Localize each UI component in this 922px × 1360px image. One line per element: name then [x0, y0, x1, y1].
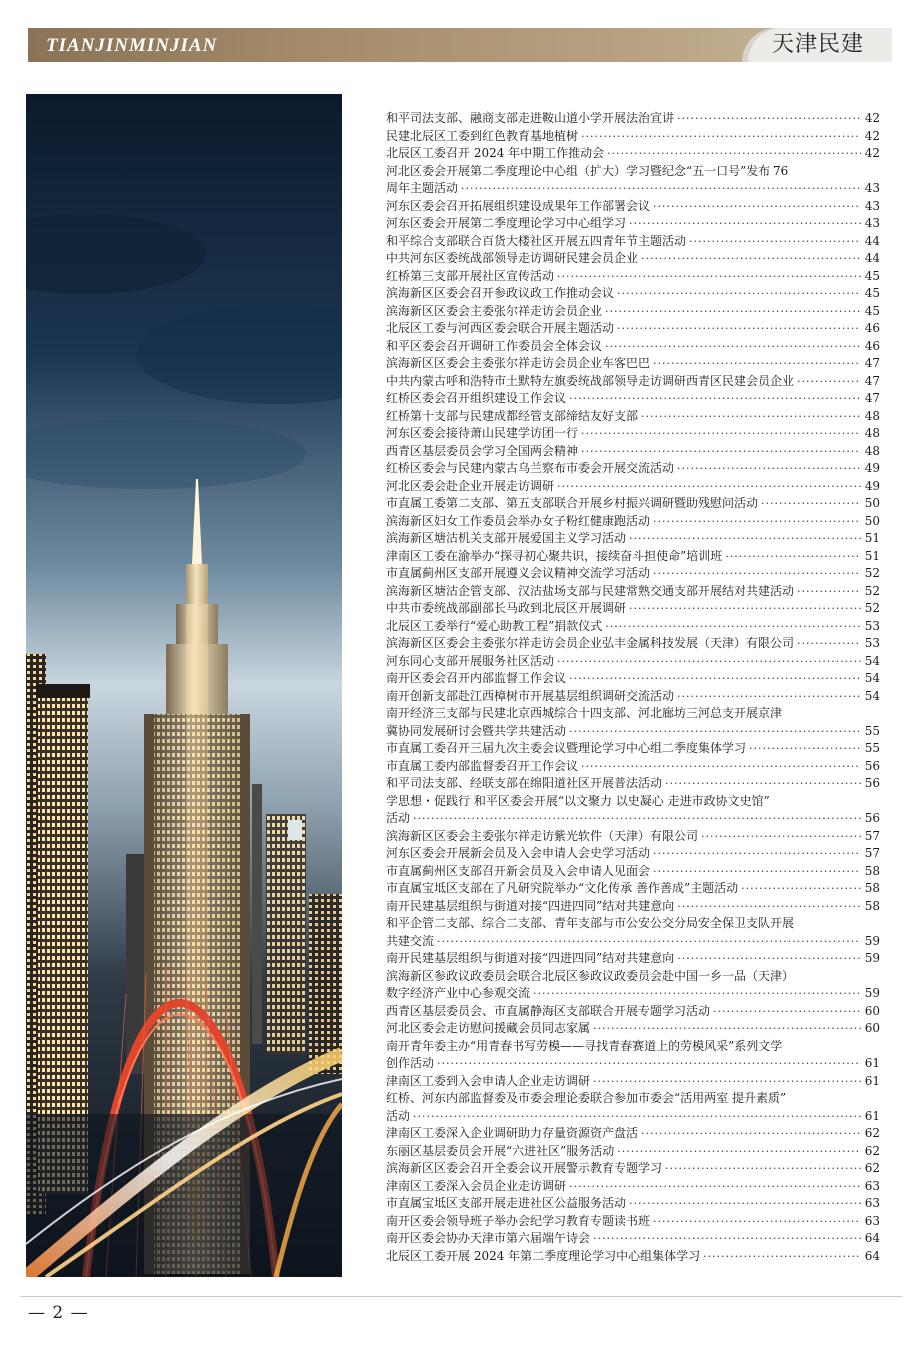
toc-entry-title: 滨海新区参政议政委员会联合北辰区参政议政委员会赴中国一乡一品（天津） [386, 968, 795, 983]
toc-entry-page: 55 [864, 741, 880, 755]
toc-entry-page: 43 [864, 181, 880, 195]
toc-entry-title: 红桥第十支部与民建成都经管支部缔结友好支部 [386, 408, 639, 423]
toc-entry-page: 55 [864, 723, 880, 738]
toc-entry[interactable] [386, 653, 880, 671]
toc-entry-title: 河东区委会接待萧山民建学访团一行 [386, 426, 579, 440]
toc-entry-title: 南开创新支部赴江西樟树市开展基层组织调研交流活动 [386, 688, 675, 703]
page-number: — 2 — [28, 1303, 89, 1323]
toc-entry[interactable] [386, 163, 880, 198]
toc-leader-dots [617, 1143, 861, 1161]
toc-entry-page: 61 [864, 1073, 880, 1088]
toc-leader-dots [533, 985, 861, 1003]
magazine-chinese-title: 天津民建 [772, 32, 865, 57]
toc-entry-page: 47 [864, 373, 880, 388]
toc-entry-title-continued: 共建交流 [386, 933, 435, 948]
toc-leader-dots [593, 1020, 861, 1038]
toc-entry-title: 红桥区委会召开组织建设工作会议 [386, 391, 567, 405]
toc-leader-dots [629, 530, 861, 548]
toc-leader-dots [569, 670, 861, 688]
toc-entry[interactable] [386, 548, 880, 566]
toc-entry[interactable] [386, 828, 880, 846]
toc-entry-title: 南开区委会协办天津市第六届端午诗会 [386, 1231, 591, 1245]
toc-entry-continuation [386, 1055, 880, 1073]
toc-entry-continuation [386, 985, 880, 1003]
toc-entry[interactable] [386, 478, 880, 496]
toc-entry-title: 市直属工委第二支部、第五支部联合开展乡村振兴调研暨助残慰问活动 [386, 496, 759, 510]
toc-entry-page: 76 [773, 163, 789, 178]
toc-entry-title: 南开民建基层组织与街道对接“四进四同”结对共建意向 [386, 951, 675, 965]
toc-entry-title-continued: 数字经济产业中心参观交流 [386, 986, 531, 1000]
toc-leader-dots [677, 460, 861, 478]
toc-entry-page: 64 [864, 1248, 880, 1263]
toc-entry-line [386, 705, 880, 723]
toc-entry[interactable] [386, 513, 880, 531]
toc-entry-page: 50 [864, 496, 880, 510]
toc-entry-title: 滨海新区区委会主委张尔祥走访会员企业车客巴巴 [386, 356, 651, 370]
toc-entry-title: 滨海新区区委会召开参政议政工作推动会议 [386, 286, 615, 300]
toc-entry-title: 南开民建基层组织与街道对接“四进四同”结对共建意向 [386, 898, 675, 913]
toc-entry-page: 52 [864, 583, 880, 598]
toc-entry-title: 西青区基层委员会学习全国两会精神 [386, 443, 579, 458]
toc-entry[interactable] [386, 268, 880, 286]
toc-leader-dots [653, 565, 861, 583]
toc-leader-dots [413, 1108, 861, 1126]
cover-photo [26, 94, 342, 1277]
toc-leader-dots [581, 758, 861, 776]
toc-entry[interactable] [386, 635, 880, 653]
toc-entry-title: 东丽区基层委员会开展“六进社区”服务活动 [386, 1143, 615, 1158]
toc-entry-title: 北辰区工委开展 2024 年第二季度理论学习中心组集体学习 [386, 1248, 701, 1263]
toc-leader-dots [557, 268, 861, 286]
toc-leader-dots [641, 250, 861, 268]
toc-entry-title: 河北区委会走访慰问援藏会员同志家属 [386, 1021, 591, 1035]
toc-leader-dots [605, 618, 861, 636]
toc-entry-title-continued: 周年主题活动 [386, 181, 459, 195]
toc-leader-dots [653, 845, 861, 863]
toc-entry[interactable] [386, 740, 880, 758]
toc-entry-title: 市直属蓟州区支部召开新会员及入会申请人见面会 [386, 863, 651, 878]
toc-leader-dots [653, 198, 861, 216]
toc-entry[interactable] [386, 110, 880, 128]
toc-entry[interactable] [386, 950, 880, 968]
toc-leader-dots [641, 1125, 861, 1143]
toc-leader-dots [629, 600, 861, 618]
toc-leader-dots [413, 810, 861, 828]
toc-entry[interactable] [386, 495, 880, 513]
toc-leader-dots [741, 880, 861, 898]
toc-entry[interactable] [386, 968, 880, 1003]
toc-leader-dots [713, 1003, 861, 1021]
toc-entry-page: 61 [864, 1108, 880, 1123]
toc-entry-page: 63 [864, 1178, 880, 1193]
toc-entry-title: 南开经济三支部与民建北京西城综合十四支部、河北廊坊三河总支开展京津 [386, 706, 783, 720]
toc-entry[interactable] [386, 915, 880, 950]
toc-leader-dots [701, 828, 861, 846]
toc-entry-page: 48 [864, 408, 880, 423]
toc-entry-page: 58 [864, 898, 880, 913]
toc-entry-title: 滨海新区塘沽企管支部、汉沽盐场支部与民建常熟交通支部开展结对共建活动 [386, 583, 795, 598]
toc-leader-dots [677, 688, 861, 706]
toc-entry-page: 49 [864, 478, 880, 493]
toc-entry-title-continued: 活动 [386, 1108, 411, 1123]
toc-entry-title: 滨海新区区委会主委张尔祥走访紫光软件（天津）有限公司 [386, 828, 699, 843]
toc-leader-dots [437, 933, 861, 951]
toc-entry[interactable] [386, 215, 880, 233]
toc-entry-page: 64 [864, 1231, 880, 1245]
toc-entry-title: 北辰区工委举行“爱心助教工程”捐款仪式 [386, 618, 603, 633]
toc-entry-title: 南开区委会召开内部监督工作会议 [386, 671, 567, 685]
toc-entry-page: 43 [864, 216, 880, 230]
toc-entry-page: 51 [864, 548, 880, 563]
toc-entry[interactable] [386, 128, 880, 146]
toc-entry-page: 51 [864, 531, 880, 545]
toc-entry[interactable] [386, 320, 880, 338]
toc-leader-dots [557, 653, 861, 671]
toc-leader-dots [593, 1073, 861, 1091]
toc-leader-dots [569, 1178, 861, 1196]
toc-entry[interactable] [386, 565, 880, 583]
toc-entry-title: 河北区委会赴企业开展走访调研 [386, 478, 555, 493]
toc-entry[interactable] [386, 408, 880, 426]
toc-leader-dots [677, 950, 861, 968]
toc-entry-page: 58 [864, 881, 880, 895]
toc-entry-title: 南开区委会领导班子举办会纪学习教育专题读书班 [386, 1213, 651, 1228]
toc-entry-page: 60 [864, 1021, 880, 1035]
toc-leader-dots [653, 863, 861, 881]
toc-entry[interactable] [386, 1143, 880, 1161]
toc-leader-dots [677, 898, 861, 916]
toc-entry-title: 南开青年委主办“用青春书写劳模——寻找青春赛道上的劳模风采”系列文学 [386, 1038, 783, 1053]
toc-entry[interactable] [386, 845, 880, 863]
toc-leader-dots [797, 583, 861, 601]
toc-entry-title: 河东区委会开展第二季度理论学习中心组学习 [386, 216, 627, 230]
toc-leader-dots [629, 215, 861, 233]
footer-rule [20, 1296, 902, 1297]
toc-entry-continuation [386, 1108, 880, 1126]
toc-entry-page: 44 [864, 233, 880, 248]
toc-entry-title-continued: 冀协同发展研讨会暨共学共建活动 [386, 723, 567, 738]
toc-entry[interactable] [386, 775, 880, 793]
toc-leader-dots [569, 390, 861, 408]
toc-entry[interactable] [386, 898, 880, 916]
toc-entry-page: 50 [864, 513, 880, 528]
toc-entry-page: 49 [864, 461, 880, 475]
toc-leader-dots [665, 1160, 861, 1178]
toc-entry-title: 红桥第三支部开展社区宣传活动 [386, 268, 555, 283]
toc-entry-page: 59 [864, 933, 880, 948]
toc-entry-title: 津南区工委到入会申请人企业走访调研 [386, 1073, 591, 1088]
toc-entry-page: 42 [864, 111, 880, 125]
toc-entry-line [386, 1090, 880, 1108]
toc-entry[interactable] [386, 670, 880, 688]
toc-entry[interactable] [386, 1038, 880, 1073]
toc-entry[interactable] [386, 1160, 880, 1178]
toc-entry-title: 河东区委会开展新会员及入会申请人会史学习活动 [386, 846, 651, 860]
toc-entry-title: 滨海新区区委会主委张尔祥走访会员企业 [386, 303, 603, 318]
toc-entry-page: 56 [864, 776, 880, 790]
toc-entry-title: 中共河东区委统战部领导走访调研民建会员企业 [386, 251, 639, 265]
toc-leader-dots [581, 128, 861, 146]
toc-entry-page: 62 [864, 1126, 880, 1140]
toc-entry-page: 47 [864, 391, 880, 405]
toc-entry-line [386, 793, 880, 811]
toc-entry[interactable] [386, 1178, 880, 1196]
toc-entry-continuation [386, 180, 880, 198]
toc-entry-page: 62 [864, 1161, 880, 1175]
toc-entry[interactable] [386, 1248, 880, 1266]
toc-entry-title: 中共市委统战部副部长马政到北辰区开展调研 [386, 601, 627, 615]
toc-entry[interactable] [386, 1213, 880, 1231]
toc-entry[interactable] [386, 425, 880, 443]
toc-leader-dots [605, 338, 861, 356]
toc-entry[interactable] [386, 390, 880, 408]
toc-entry-title: 和平司法支部、经联支部在绵阳道社区开展普法活动 [386, 776, 663, 790]
toc-entry-title: 和平综合支部联合百货大楼社区开展五四青年节主题活动 [386, 233, 687, 248]
toc-entry-page: 56 [864, 758, 880, 773]
toc-leader-dots [725, 548, 861, 566]
toc-entry-title: 河东同心支部开展服务社区活动 [386, 653, 555, 668]
toc-leader-dots [677, 110, 861, 128]
toc-leader-dots [703, 1248, 861, 1266]
toc-entry[interactable] [386, 338, 880, 356]
toc-entry[interactable] [386, 198, 880, 216]
toc-leader-dots [581, 443, 861, 461]
toc-entry-page: 48 [864, 443, 880, 458]
toc-entry-page: 46 [864, 321, 880, 335]
toc-entry-page: 48 [864, 426, 880, 440]
toc-entry-page: 56 [864, 811, 880, 825]
toc-leader-dots [461, 180, 861, 198]
toc-entry-line [386, 1038, 880, 1056]
toc-entry[interactable] [386, 145, 880, 163]
toc-entry[interactable] [386, 1003, 880, 1021]
toc-entry-title-continued: 创作活动 [386, 1056, 435, 1070]
toc-entry[interactable] [386, 303, 880, 321]
toc-entry[interactable] [386, 1090, 880, 1125]
toc-leader-dots [761, 495, 861, 513]
toc-leader-dots [797, 635, 861, 653]
toc-entry-title: 市直属宝坻区支部开展走进社区公益服务活动 [386, 1196, 627, 1210]
toc-entry[interactable] [386, 880, 880, 898]
toc-entry-title: 红桥区委会与民建内蒙古乌兰察布市委会开展交流活动 [386, 461, 675, 475]
toc-entry[interactable] [386, 618, 880, 636]
toc-leader-dots [629, 1195, 861, 1213]
toc-entry-page: 45 [864, 286, 880, 300]
toc-entry-continuation [386, 810, 880, 828]
toc-entry-page: 61 [864, 1056, 880, 1070]
toc-entry[interactable] [386, 793, 880, 828]
toc-entry[interactable] [386, 443, 880, 461]
toc-entry[interactable] [386, 530, 880, 548]
toc-entry[interactable] [386, 373, 880, 391]
toc-leader-dots [641, 408, 861, 426]
toc-entry[interactable] [386, 1073, 880, 1091]
toc-leader-dots [607, 145, 861, 163]
toc-entry-page: 47 [864, 356, 880, 370]
toc-leader-dots [653, 513, 861, 531]
toc-entry[interactable] [386, 1195, 880, 1213]
toc-entry[interactable] [386, 233, 880, 251]
toc-entry-title: 西青区基层委员会、市直属静海区支部联合开展专题学习活动 [386, 1003, 711, 1018]
toc-entry-page: 43 [864, 198, 880, 213]
toc-leader-dots [581, 425, 861, 443]
toc-entry-title-continued: 活动 [386, 811, 411, 825]
toc-entry[interactable] [386, 355, 880, 373]
toc-entry-title: 市直属工委内部监督委召开工作会议 [386, 758, 579, 773]
toc-leader-dots [665, 775, 861, 793]
toc-entry-page: 57 [864, 846, 880, 860]
toc-entry[interactable] [386, 688, 880, 706]
toc-entry-page: 63 [864, 1196, 880, 1210]
toc-entry-title: 和平司法支部、融商支部走进鞍山道小学开展法治宣讲 [386, 111, 675, 125]
toc-leader-dots [749, 740, 861, 758]
toc-entry-page: 62 [864, 1143, 880, 1158]
toc-entry[interactable] [386, 1230, 880, 1248]
toc-leader-dots [617, 285, 861, 303]
toc-leader-dots [797, 373, 861, 391]
toc-entry-page: 46 [864, 338, 880, 353]
toc-entry[interactable] [386, 285, 880, 303]
toc-entry[interactable] [386, 705, 880, 740]
toc-entry-page: 54 [864, 653, 880, 668]
toc-entry-page: 53 [864, 636, 880, 650]
toc-entry[interactable] [386, 863, 880, 881]
magazine-latin-title: TIANJINMINJIAN [46, 35, 218, 56]
toc-entry[interactable] [386, 583, 880, 601]
toc-entry-title: 市直属蓟州区支部开展遵义会议精神交流学习活动 [386, 566, 651, 580]
toc-leader-dots [653, 1213, 861, 1231]
toc-entry-title: 津南区工委在渝举办“探寻初心聚共识，接续奋斗担使命”培训班 [386, 548, 723, 563]
toc-entry-page: 59 [864, 986, 880, 1000]
toc-entry-page: 58 [864, 863, 880, 878]
toc-entry-title: 河东区委会召开拓展组织建设成果年工作部署会议 [386, 198, 651, 213]
toc-entry-line [386, 915, 880, 933]
toc-entry-line [386, 968, 880, 986]
toc-entry-title: 市直属宝坻区支部在了凡研究院举办“文化传承 善作善成”主题活动 [386, 881, 739, 895]
toc-leader-dots [437, 1055, 861, 1073]
toc-entry-title: 和平企管二支部、综合二支部、青年支部与市公安公交分局安全保卫支队开展 [386, 916, 795, 930]
toc-entry-title: 市直属工委召开三届九次主委会议暨理论学习中心组二季度集体学习 [386, 741, 747, 755]
toc-entry-page: 42 [864, 128, 880, 143]
toc-leader-dots [557, 478, 861, 496]
toc-entry-page: 63 [864, 1213, 880, 1228]
toc-entry[interactable] [386, 1020, 880, 1038]
toc-entry-title: 和平区委会召开调研工作委员会全体会议 [386, 338, 603, 353]
toc-entry-title: 滨海新区妇女工作委员会举办女子粉红健康跑活动 [386, 513, 651, 528]
toc-entry-title: 红桥、河东内部监督委及市委会理论委联合参加市委会“活用两室 提升素质” [386, 1091, 787, 1105]
toc-entry-title: 津南区工委深入企业调研助力存量资源资产盘活 [386, 1126, 639, 1140]
toc-entry-page: 54 [864, 688, 880, 703]
toc-entry[interactable] [386, 250, 880, 268]
toc-leader-dots [653, 355, 861, 373]
toc-entry-page: 52 [864, 601, 880, 615]
toc-entry[interactable] [386, 1125, 880, 1143]
toc-entry-page: 45 [864, 268, 880, 283]
toc-entry-page: 57 [864, 828, 880, 843]
toc-entry-title: 中共内蒙古呼和浩特市土默特左旗委统战部领导走访调研西青区民建会员企业 [386, 373, 795, 388]
toc-entry-page: 45 [864, 303, 880, 318]
toc-entry-title: 滨海新区区委会召开全委会议开展警示教育专题学习 [386, 1161, 663, 1175]
toc-leader-dots [689, 233, 861, 251]
toc-entry[interactable] [386, 460, 880, 478]
toc-leader-dots [569, 723, 861, 741]
city-skyline-illustration [26, 94, 342, 1277]
toc-entry-page: 44 [864, 251, 880, 265]
toc-entry[interactable] [386, 600, 880, 618]
toc-leader-dots [593, 1230, 861, 1248]
toc-entry-title: 北辰区工委与河西区委会联合开展主题活动 [386, 321, 615, 335]
toc-entry-title: 北辰区工委召开 2024 年中期工作推动会 [386, 146, 605, 160]
toc-entry-title: 河北区委会开展第二季度理论中心组（扩大）学习暨纪念“五一口号”发布 [386, 163, 771, 178]
toc-entry-page: 53 [864, 618, 880, 633]
toc-entry-title: 民建北辰区工委到红色教育基地植树 [386, 128, 579, 143]
toc-entry-title: 学思想・促践行 和平区委会开展“以文聚力 以史凝心 走进市政协文史馆” [386, 793, 770, 808]
toc-entry-page: 52 [864, 566, 880, 580]
toc-entry-title: 津南区工委深入会员企业走访调研 [386, 1178, 567, 1193]
toc-entry-page: 54 [864, 671, 880, 685]
toc-entry-continuation [386, 723, 880, 741]
toc-leader-dots [605, 303, 861, 321]
toc-entry[interactable] [386, 758, 880, 776]
toc-entry-title: 滨海新区区委会主委张尔祥走访会员企业弘丰金属科技发展（天津）有限公司 [386, 636, 795, 650]
toc-entry-page: 59 [864, 951, 880, 965]
toc-leader-dots [617, 320, 861, 338]
toc-entry-title: 滨海新区塘沽机关支部开展爱国主义学习活动 [386, 531, 627, 545]
toc-entry-line [386, 163, 880, 181]
toc-entry-continuation [386, 933, 880, 951]
table-of-contents [386, 110, 880, 1265]
toc-entry-page: 42 [864, 146, 880, 160]
toc-entry-page: 60 [864, 1003, 880, 1018]
